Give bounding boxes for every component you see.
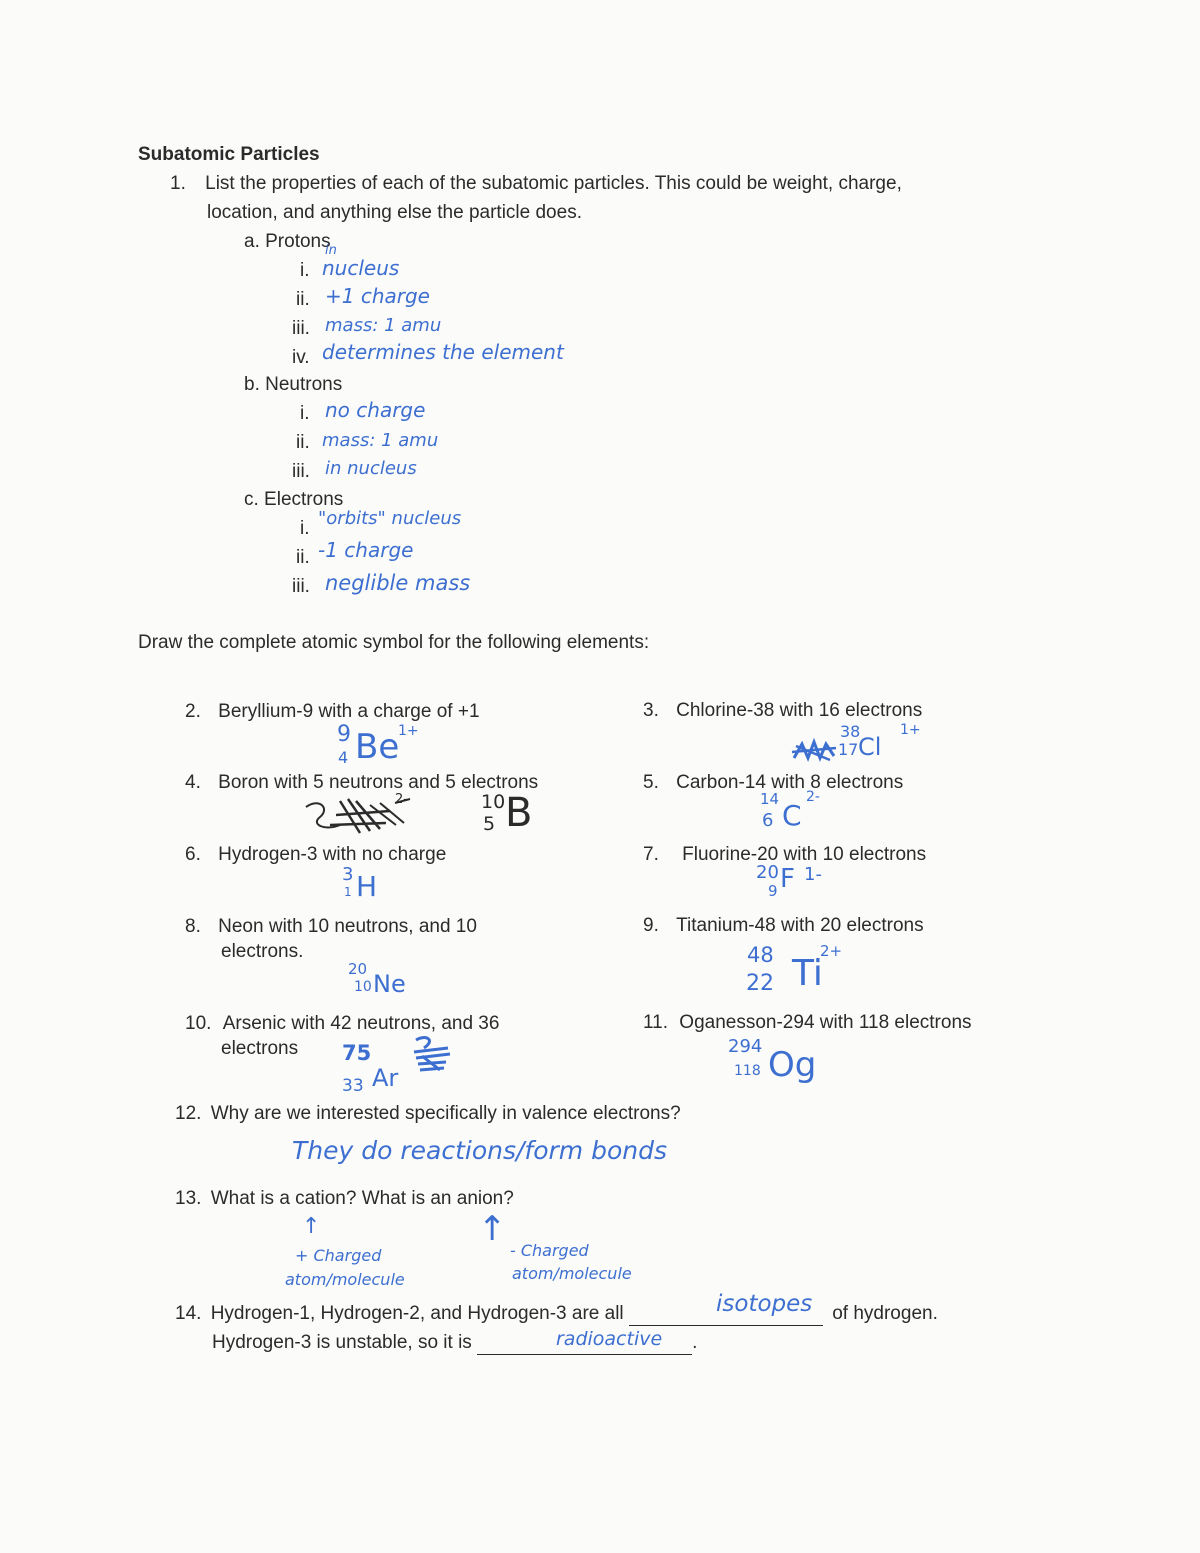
q14-text-part1: Hydrogen-1, Hydrogen-2, and Hydrogen-3 are all [210,1303,624,1324]
protons-item-2-num: ii. [296,289,310,310]
q5-atomic: 6 [762,810,774,831]
q8-atomic: 10 [354,979,372,995]
q7-mass: 20 [756,862,779,883]
q4-atomic: 5 [483,813,496,835]
q9-question: Titanium-48 with 20 electrons [676,915,924,936]
q5-charge: 2- [806,789,820,805]
q7-number: 7. [643,844,659,865]
q3-scribble-icon [790,738,838,764]
q2-charge: 1+ [398,723,419,739]
q2-atomic: 4 [338,748,349,767]
protons-item-3-answer: mass: 1 amu [325,315,442,336]
q8-text [185,915,477,939]
q5-number: 5. [643,772,659,793]
protons-item-1-answer: nucleus [322,256,400,280]
q14-line1 [175,1302,938,1326]
q8-number: 8. [185,916,201,937]
q3-number: 3. [643,700,659,721]
q1-number: 1. [170,173,186,194]
q10-question: Arsenic with 42 neutrons, and 36 [222,1013,500,1034]
q10-atomic: 33 [342,1076,364,1096]
electrons-item-1-num: i. [300,518,310,539]
neutrons-label: b. Neutrons [244,374,343,395]
q3-question: Chlorine-38 with 16 electrons [676,700,923,721]
q11-atomic: 118 [734,1063,761,1079]
q10-number: 10. [185,1013,212,1034]
neutrons-item-1-answer: no charge [325,398,426,422]
q13-anion-answer-line2: atom/molecule [512,1264,632,1283]
q10-symbol: Ar [372,1064,399,1092]
q3-mass: 38 [840,722,861,741]
electrons-item-3-answer: neglible mass [325,571,471,595]
cation-arrow-icon: ↑ [302,1214,321,1239]
q4-symbol: B [505,790,533,836]
q8-question-line2: electrons. [221,941,304,962]
protons-item-2-answer: +1 charge [325,284,430,308]
q14-text-part3: Hydrogen-3 is unstable, so it is [212,1332,472,1353]
q4-number: 4. [185,772,201,793]
q4-mass: 10 [481,791,506,813]
q4-question: Boron with 5 neutrons and 5 electrons [218,772,539,793]
q14-text-part4: . [692,1332,698,1353]
q7-symbol: F [780,864,795,894]
q3-symbol: Cl [858,733,882,761]
q1-text-line2: location, and anything else the particle does. [207,202,582,223]
q12-text [175,1102,681,1126]
q5-question: Carbon-14 with 8 electrons [676,772,904,793]
q14-number: 14. [175,1303,202,1324]
protons-label: a. Protons [244,231,331,252]
q7-question: Fluorine-20 with 10 electrons [682,844,927,865]
q6-question: Hydrogen-3 with no charge [218,844,447,865]
q11-symbol: Og [768,1045,817,1085]
neutrons-item-3-answer: in nucleus [325,458,417,479]
electrons-item-1-answer: "orbits" nucleus [318,508,462,529]
q2-text [185,700,480,724]
q12-number: 12. [175,1103,202,1124]
protons-item-4-answer: determines the element [322,340,564,364]
q11-number: 11. [643,1012,669,1033]
q13-number: 13. [175,1188,202,1209]
q11-question: Oganesson-294 with 118 electrons [679,1012,972,1033]
q13-cation-answer-line2: atom/molecule [285,1270,405,1289]
q10-scribble-icon [410,1034,455,1074]
q4-charge: 2- [395,792,408,807]
q11-mass: 294 [728,1036,763,1057]
q6-atomic: 1 [344,885,352,899]
neutrons-item-1-num: i. [300,403,310,424]
electrons-item-2-num: ii. [296,547,310,568]
q9-text [643,914,924,938]
q7-charge: 1- [804,864,822,885]
q8-mass: 20 [348,960,368,978]
q6-mass: 3 [342,864,354,885]
q2-number: 2. [185,701,201,722]
q14-blank-2 [477,1354,692,1355]
q13-anion-answer-line1: - Charged [510,1241,589,1260]
q9-symbol: Ti [792,953,823,994]
draw-instruction: Draw the complete atomic symbol for the following elements: [138,632,650,653]
electrons-item-3-num: iii. [292,576,310,597]
q6-text [185,843,446,867]
protons-item-4-num: iv. [292,347,310,368]
neutrons-item-3-num: iii. [292,461,310,482]
electrons-item-2-answer: -1 charge [318,538,414,562]
q12-question: Why are we interested specifically in valence electrons? [210,1103,681,1124]
q8-question: Neon with 10 neutrons, and 10 [218,916,477,937]
q11-text [643,1011,972,1035]
q5-mass: 14 [760,790,780,808]
q10-text [185,1012,499,1036]
q2-question: Beryllium-9 with a charge of +1 [218,701,480,722]
electrons-label: c. Electrons [244,489,344,510]
q13-cation-answer-line1: + Charged [295,1246,382,1265]
q8-symbol: Ne [373,970,406,998]
q9-mass: 48 [747,943,774,967]
q3-text [643,699,922,723]
section-title: Subatomic Particles [138,144,320,165]
q2-symbol: Be [355,727,400,767]
q2-mass: 9 [337,722,351,747]
q14-text-part2: of hydrogen. [832,1303,938,1324]
q6-symbol: H [356,870,378,903]
q9-charge: 2+ [820,942,843,960]
protons-item-1-num: i. [300,260,310,281]
q10-mass: 75 [342,1041,372,1065]
q6-number: 6. [185,844,201,865]
q1-text-line1 [170,172,902,196]
q12-answer: They do reactions/form bonds [292,1136,667,1165]
q1-text: List the properties of each of the subatomic particles. This could be weight, charge, [205,173,902,194]
anion-arrow-icon: ↑ [478,1209,507,1249]
q14-blank-1 [629,1325,823,1326]
q3-charge: 1+ [900,722,921,738]
q9-number: 9. [643,915,659,936]
protons-item-1-note: in [325,243,337,258]
q13-text [175,1187,514,1211]
q3-atomic: 17 [838,740,859,759]
q7-atomic: 9 [768,882,778,900]
q10-question-line2: electrons [221,1038,299,1059]
neutrons-item-2-answer: mass: 1 amu [322,430,439,451]
q14-answer-2: radioactive [556,1328,663,1350]
q14-answer-1: isotopes [716,1291,813,1317]
q13-question: What is a cation? What is an anion? [210,1188,514,1209]
neutrons-item-2-num: ii. [296,432,310,453]
q9-atomic: 22 [746,971,774,996]
protons-item-3-num: iii. [292,318,310,339]
q5-symbol: C [782,799,802,832]
